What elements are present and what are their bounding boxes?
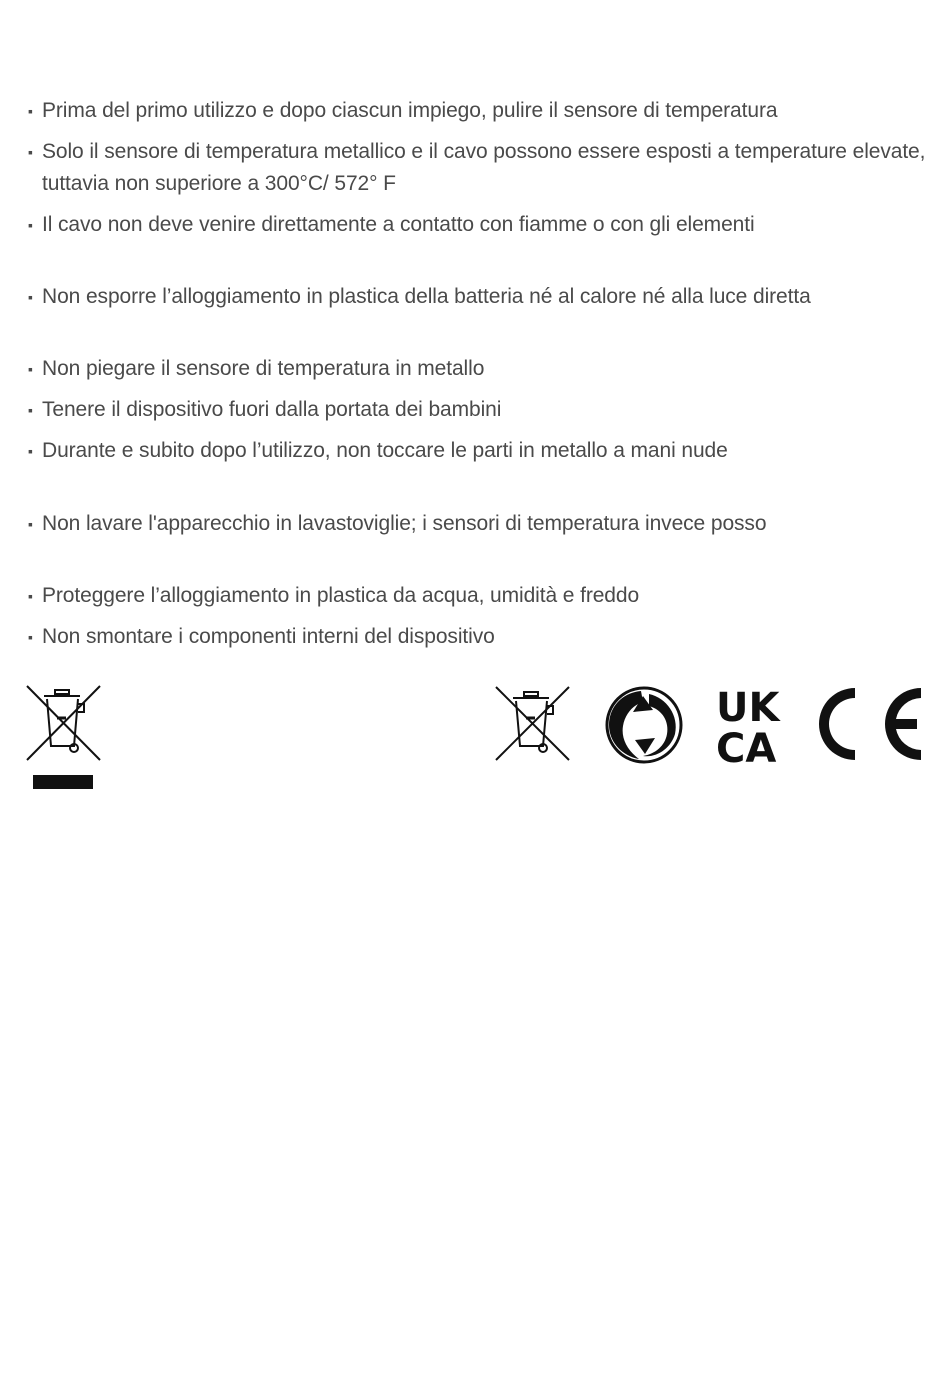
list-item [28,621,928,653]
ce-mark-icon [817,684,925,764]
list-item [28,136,928,200]
list-item-text: Non smontare i componenti interni del dispositivo [42,625,495,648]
bullet: ▪ [28,516,33,532]
bullet: ▪ [28,289,33,305]
bullet: ▪ [28,103,33,119]
weee-crossed-bin-with-bar-icon [24,684,104,794]
ukca-line1: UK [716,686,780,731]
bullet: ▪ [28,629,33,645]
list-item [28,394,928,426]
list-item [28,209,928,241]
list-item [28,95,928,127]
bullet: ▪ [28,402,33,418]
list-item-text: Prima del primo utilizzo e dopo ciascun impiego, pulire il sensore di temperatura [42,99,778,122]
list-item-text: Durante e subito dopo l’utilizzo, non toccare le parti in metallo a mani nude [42,439,728,462]
list-item [28,435,928,467]
list-item-text: Non lavare l'apparecchio in lavastoviglie; i sensori di temperatura invece posso [42,512,767,535]
bullet: ▪ [28,217,33,233]
bullet: ▪ [28,443,33,459]
list-item-text: Solo il sensore di temperatura metallico e il cavo possono essere esposti a temperature elevate, tuttavia non superiore a 300°C/ 572° F [42,140,926,195]
bullet: ▪ [28,144,33,160]
list-item [28,281,928,313]
list-item [28,508,928,540]
ukca-mark-icon [716,686,796,764]
list-item-text: Il cavo non deve venire direttamente a contatto con fiamme o con gli elementi [42,213,755,236]
list-item-text: Non esporre l’alloggiamento in plastica della batteria né al calore né alla luce diretta [42,285,811,308]
list-item-text: Proteggere l’alloggiamento in plastica da acqua, umidità e freddo [42,584,640,607]
bullet: ▪ [28,588,33,604]
green-dot-icon [605,686,683,764]
ukca-line2: CA [716,726,777,764]
list-item-text: Tenere il dispositivo fuori dalla portata dei bambini [42,398,502,421]
list-item [28,580,928,612]
bullet: ▪ [28,361,33,377]
list-item [28,353,928,385]
weee-crossed-bin-icon [493,684,573,764]
list-item-text: Non piegare il sensore di temperatura in metallo [42,357,485,380]
